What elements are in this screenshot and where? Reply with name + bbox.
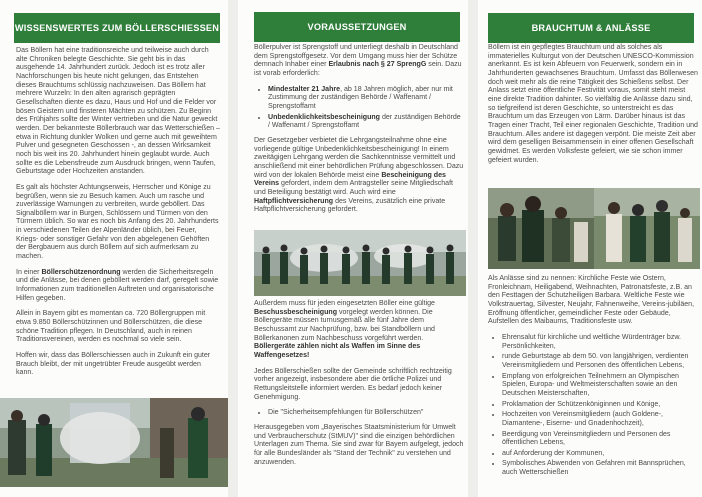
history-paragraph-4: Allein in Bayern gibt es momentan ca. 720 Böllergruppen mit etwa 9.850 Böllerschützinnen und Böllerschützen, die diese schöne Tradition pflegen. In Deutschland, auch in reinen Traditionsvereinen, werden es nochmal so viele sein. (16, 310, 206, 344)
photo-boellerschuetzen-firing (0, 398, 228, 487)
list-item: • Die "Sicherheitsempfehlungen für Böllerschützen" (268, 409, 464, 418)
bold-term: Beschussbescheinigung (254, 308, 338, 316)
list-item: • Beerdigung von Vereinsmitgliedern und Personen des öffentlichen Lebens, (502, 431, 700, 448)
section-title-requirements: VORAUSSETZUNGEN (254, 12, 460, 42)
bold-term: Mindestalter 21 Jahre (268, 85, 341, 93)
history-text (16, 47, 220, 385)
bold-term: Unbedenklichkeitsbescheinigung (268, 113, 380, 121)
column-tradition (478, 0, 702, 497)
list-item: • Proklamation der Schützenköniginnen und Könige, (502, 401, 700, 410)
tradition-paragraph-2: Als Anlässe sind zu nennen: Kirchliche Feste wie Ostern, Fronleichnam, Heiligabend, Weihnachten, Patronatsfeste, z.B. an den Festtagen der Schutzheiligen Barbara. Weltliche Feste wie Volkstrauertag, Silvester, Neujahr, Fahnenweihe, Vereins-jubiläen, Eröffnung öffentlicher, gemeindlicher Feste oder Gebäude, Aufstellen des Maibaums, Traditionsfeste usw. (488, 275, 695, 326)
text-span: des Vereins, zusätzlich eine private Haftpflichtversicherung gefordert. (254, 197, 446, 214)
photo-illustration (488, 188, 700, 269)
list-item (268, 114, 464, 131)
column-history (0, 0, 228, 497)
bold-term: Haftpflichtversicherung (254, 197, 334, 205)
photo-traditional-costumes (488, 188, 700, 269)
text-span: Böllerpulver ist Sprengstoff und unterliegt deshalb in Deutschland dem Sprengstoffgesetz. Vor dem Umgang muss hier der Schütze demnach Inhaber einer (254, 44, 458, 69)
requirements-intro (254, 44, 464, 79)
gutter (468, 0, 478, 497)
section-title-tradition: BRAUCHTUM & ANLÄSSE (488, 13, 694, 43)
requirements-paragraph-4: Jedes Böllerschießen sollte der Gemeinde schriftlich rechtzeitig vorher angezeigt, insbesondere aber die örtliche Polizei und Rettungsleitstelle informiert werden. Es bedarf jedoch keiner Genehmigung. (254, 367, 452, 401)
text-span: , ab 18 Jahren möglich, aber nur mit Zustimmung der zuständigen Behörde / Waffenamt / Sprengstoffamt (268, 85, 453, 110)
occasions-list (488, 334, 700, 478)
list-item: • runde Geburtstage ab dem 50. von langjährigen, verdienten Vereinsmitgliedern und Personen des öffentlichen Lebens, (502, 353, 700, 370)
list-item (268, 86, 464, 112)
gutter (228, 0, 238, 497)
photo-illustration (0, 398, 228, 487)
bold-term: Böllergeräte zählen nicht als Waffen im Sinne des Waffengesetzes! (254, 343, 421, 359)
text-span: Der Gesetzgeber verbietet die Lehrgangsteilnahme ohne eine vorliegende gültige Unbedenklichkeitsbescheinigung! In einem zweitägigen Lehrgang werden die Sachkenntnisse vermittelt und anschließend mit einer behördlichen Prüfung abgeschlossen. Dazu wird von der lokalen Behörde meist eine (254, 136, 464, 179)
requirements-paragraph-3 (254, 300, 464, 361)
photo-illustration (254, 230, 466, 296)
section-title-history: WISSENSWERTES ZUM BÖLLERSCHIESSEN (14, 13, 220, 43)
tradition-text-top (488, 44, 700, 172)
list-item: • Hochzeiten von Vereinsmitgliedern (auch Goldene-, Diamantene-, Eiserne- und Gnadenhochzeit), (502, 411, 700, 428)
tradition-text-bottom (488, 275, 700, 484)
requirements-text-bottom (254, 300, 464, 474)
requirements-paragraph-2 (254, 137, 464, 215)
text-span: werden die Sicherheitsregeln und die Anlässe, bei denen geböllert werden darf, geregelt sowie Informationen zum traditionellen Auftreten und organisatorische Hilfen gegeben. (16, 268, 219, 302)
list-item: • auf Anforderung der Kommunen, (502, 450, 700, 459)
bold-term: Bescheinigung des Vereins (254, 171, 446, 188)
bold-term: Erlaubnis nach § 27 SprengG (328, 61, 427, 69)
column-requirements (238, 0, 466, 497)
text-span: vorgelegt werden können. Die Böllergeräte müssen turnusgemäß alle fünf Jahre dem Beschussamt zur Nachprüfung, bzw. bei Standböllern und Böllerkanonen zum Nachbeschuss vorgeführt werden. (254, 308, 435, 342)
list-item: • Ehrensalut für kirchliche und weltliche Würdenträger bzw. Persönlichkeiten, (502, 334, 700, 351)
text-span: sein. Dazu ist vorab erforderlich: (254, 61, 462, 77)
text-span: Außerdem muss für jeden eingesetzten Böller eine gültige (254, 300, 435, 307)
tradition-paragraph-1: Böllern ist ein gepflegtes Brauchtum und als solches als immaterielles Kulturgut von der Deutschen UNESCO-Kommission anerkannt. Es ist kein Abfeuern von Feuerwerk, sondern ein in Jahrhunderten gewachsenes Brauchtum. Umfasst das Böllerwesen doch weit mehr als die reine Tätigkeit des Schießens selbst. Der Anlass setzt eine öffentliche Festivität voraus, somit steht meist eine direkte Tradition dahinter. So vielfältig die Anlässe dazu sind, so tiefgreifend ist deren Geschichte, so unterstreicht es das Brauchtum um das Erzeugen von Lärm. Darüber hinaus ist das Tragen einer Tracht, Teil einer regionalen Geschichte, Tradition und Brauchtum. Alles andere ist dagegen verpönt. Die meiste Zeit aber wird dem geselligen Beisammensein in einer offenen Gesellschaft gewidmet. Es werden Volksfeste gefeiert, wie sie schon immer gefeiert wurden. (488, 44, 698, 164)
bold-term: Böllerschützenordnung (41, 268, 121, 276)
safety-list (254, 409, 464, 418)
requirements-text-top (254, 44, 464, 222)
requirements-list (254, 86, 464, 131)
photo-boeller-group-line (254, 230, 466, 296)
history-paragraph-1: Das Böllern hat eine traditionsreiche und teilweise auch durch alte Chroniken belegte Geschichte. Sie geht bis in das ausgehende 14. Jahrhundert zurück. Jedoch ist es trotz aller Nachforschungen bis heute nicht gelungen, das Entstehen dieses Brauchtums schlüssig nachzuweisen. Das Böllern hat mehrere Wurzeln: In den alten agrarisch geprägten Gesellschaften diente es dazu, Haus und Hof und die Felder vor bösen Geistern und finsteren Mächten zu schützen. Zu Beginn des Frühjahrs sollte der Winter vertrieben und die Natur geweckt werden. Der bekannteste Böllerbrauch war das Wetterschießen – etwa in Richtung dunkler Wolken und gerne auch mit geweihtem Pulver und gesegneten Geschossen -, an dessen Wirksamkeit noch bis weit ins 20. Jahrhundert hinein geglaubt wurde. Auch sollte es die Lebensfreude zum Ausdruck bringen, wenn Taufen, Geburtstage oder Hochzeiten anstanden. (16, 47, 220, 176)
history-paragraph-3 (16, 269, 220, 304)
list-item: • Empfang von erfolgreichen Teilnehmern an Olympischen Spielen, Europa- und Weltmeisterschaften sowie an den Deutschen Meisterschaften, (502, 373, 700, 399)
list-item: • Symbolisches Abwenden von Gefahren mit Bannsprüchen, auch Wetterschießen (502, 460, 700, 477)
requirements-paragraph-5: Herausgegeben vom „Bayerisches Staatsministerium für Umwelt und Verbraucherschutz (StMUV)" sind die einzigen behördlichen Unterlagen zum Thema. Sie sind zwar für Bayern aufgelegt, jedoch für alle Bundesländer als "Stand der Technik" zu verstehen und anzuwenden. (254, 423, 464, 466)
history-paragraph-5: Hoffen wir, dass das Böllerschiessen auch in Zukunft ein guter Brauch bleibt, der mit ungetrübter Freude ausgeübt werden kann. (16, 352, 211, 377)
text-span: der zuständigen Behörde / Waffenamt / Sprengstoffamt (268, 113, 461, 130)
text-span: gefordert, indem dem Antragsteller seine Mitgliedschaft und Beteiligung bestätigt wird. Auch wird eine (254, 180, 453, 196)
text-span: In einer (16, 268, 42, 276)
history-paragraph-2: Es galt als höchster Achtungserweis, Herrscher und Könige zu begrüßen, wenn sie zu Besuch kamen. Auch um rasche und zuverlässige Warnungen zu verbreiten, wurde geböllert. Das Signalböllern war in Burgen, Schlössern und Türmen von den Türmern üblich. So war es noch bis Anfang des 20. Jahrhunderts in verschiedenen Teilen der Alpenländer üblich, bei Feuer, Kriegs- oder sonstiger Gefahr von den abgelegenen Gehöften der Bergbauern aus durch Böllern auf sich aufmerksam zu machen. (16, 183, 219, 261)
